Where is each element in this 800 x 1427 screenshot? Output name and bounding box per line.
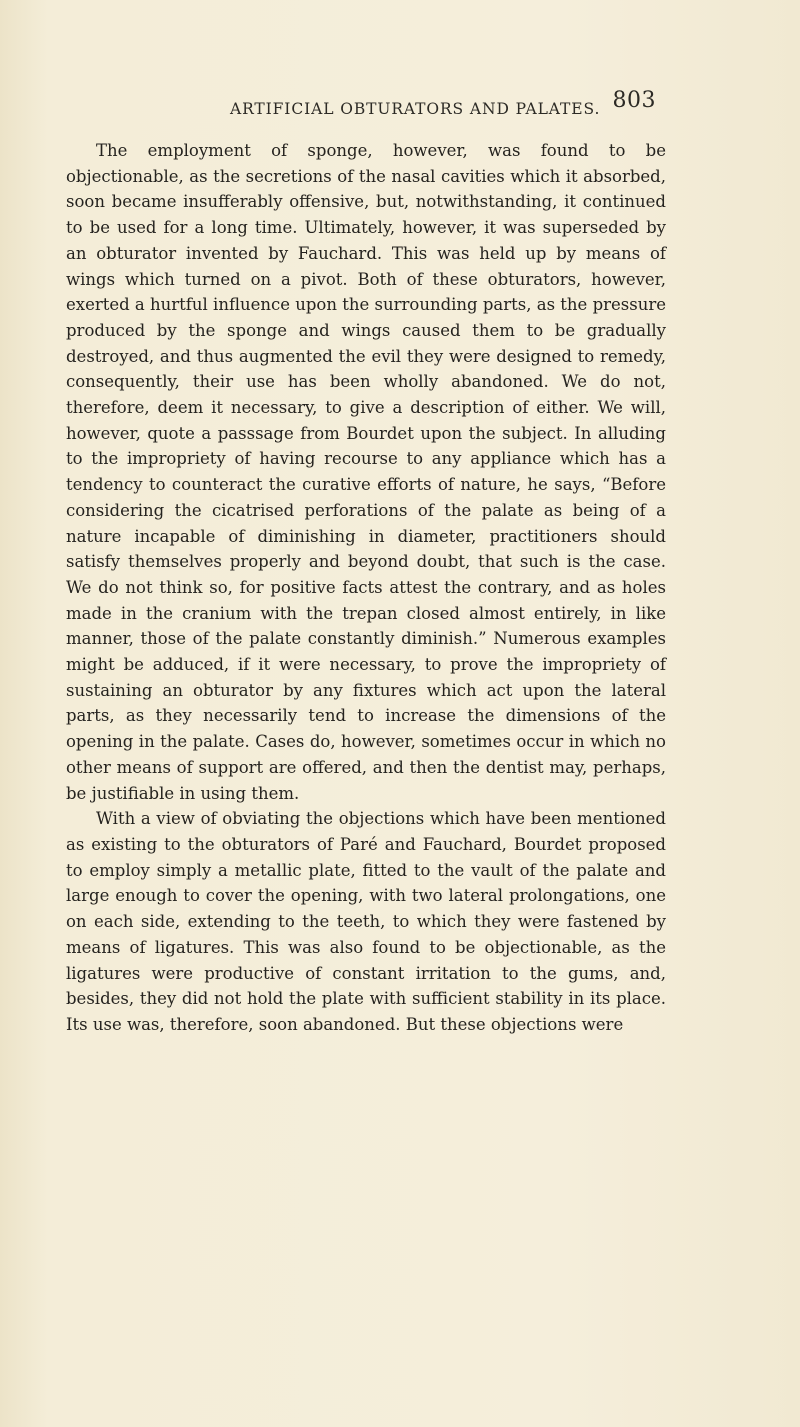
running-title: ARTIFICIAL OBTURATORS AND PALATES. xyxy=(230,100,601,118)
running-header xyxy=(230,88,656,128)
body-text xyxy=(66,138,666,1038)
paragraph-sponge-and-wings: The employment of sponge, however, was found to be objectionable, as the secretions of the nasal cavities which it absorbed, soon became insufferably offensive, but, notwithstanding, it continued to be used for a long time. Ultimately, however, it was superseded by an obturator invented by Fauchard. This was held up by means of wings which turned on a pivot. Both of these obturators, however, exerted a hurtful influence upon the surrounding parts, as the pressure produced by the sponge and wings caused them to be gradually destroyed, and thus augmented the evil they were designed to remedy, consequently, their use has been wholly abandoned. We do not, therefore, deem it necessary, to give a description of either. We will, however, quote a passsage from Bourdet upon the subject. In alluding to the impropriety of having recourse to any appliance which has a tendency to counteract the curative efforts of nature, he says, “Before considering the cicatrised perforations of the palate as being of a nature incapable of diminishing in diameter, practitioners should satisfy themselves properly and beyond doubt, that such is the case. We do not think so, for positive facts attest the contrary, and as holes made in the cranium with the trepan closed almost entirely, in like manner, those of the palate constantly diminish.” Numerous examples might be adduced, if it were necessary, to prove the impropriety of sustaining an obturator by any fixtures which act upon the lateral parts, as they necessarily tend to increase the dimensions of the opening in the palate. Cases do, however, sometimes occur in which no other means of support are offered, and then the dentist may, perhaps, be justifiable in using them. xyxy=(66,141,666,803)
paragraph-bourdet-plate: With a view of obviating the objections which have been mentioned as existing to the obturators of Paré and Fauchard, Bourdet proposed to employ simply a metallic plate, fitted to the vault of the palate and large enough to cover the opening, with two lateral prolongations, one on each side, extending to the teeth, to which they were fastened by means of ligatures. This was also found to be objectionable, as the ligatures were productive of constant irritation to the gums, and, besides, they did not hold the plate with sufficient stability in its place. Its use was, therefore, soon abandoned. But these objections were xyxy=(66,809,666,1034)
page-number: 803 xyxy=(612,88,656,113)
